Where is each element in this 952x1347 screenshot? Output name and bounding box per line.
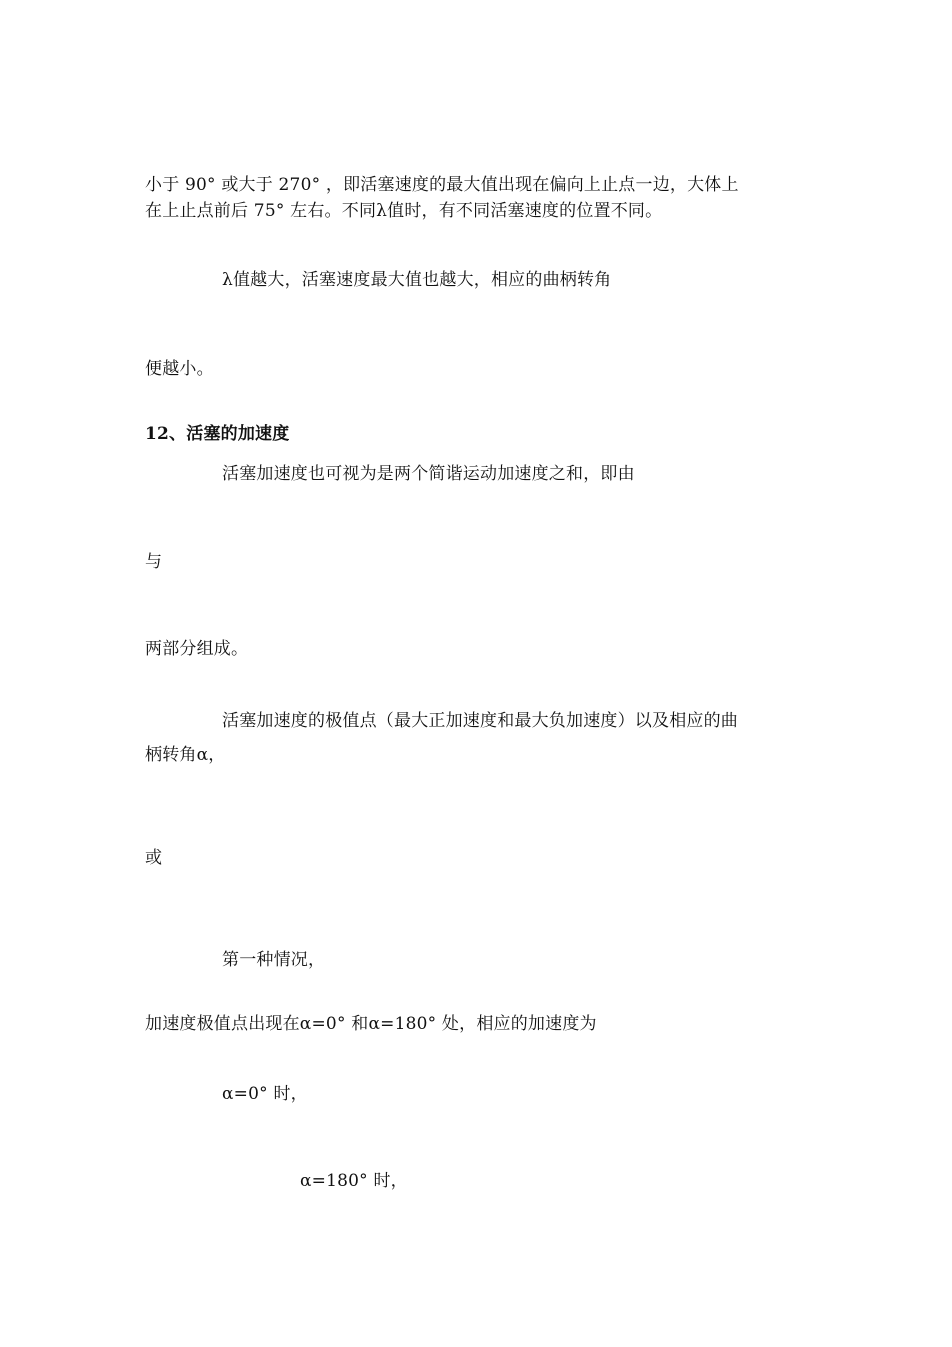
paragraph-line: 在上止点前后 75° 左右。不同λ值时，有不同活塞速度的位置不同。 [145,201,663,221]
paragraph: 加速度极值点出现在α=0° 和α=180° 处，相应的加速度为 [145,1014,597,1034]
section-heading: 12、活塞的加速度 [145,424,290,444]
paragraph-line: 小于 90° 或大于 270° ，即活塞速度的最大值出现在偏向上止点一边，大体上 [145,175,739,195]
paragraph: 第一种情况， [222,950,326,970]
paragraph: 或 [145,848,163,868]
paragraph-line: 柄转角α， [145,745,226,765]
paragraph: α=180° 时， [300,1171,408,1191]
paragraph: 与 [145,552,163,572]
paragraph-line: 活塞加速度的极值点（最大正加速度和最大负加速度）以及相应的曲 [222,711,738,731]
paragraph: α=0° 时， [222,1084,308,1104]
paragraph: 便越小。 [145,359,214,379]
paragraph: 活塞加速度也可视为是两个简谐运动加速度之和，即由 [222,464,635,484]
paragraph: 两部分组成。 [145,639,249,659]
paragraph: λ值越大，活塞速度最大值也越大，相应的曲柄转角 [222,270,612,290]
